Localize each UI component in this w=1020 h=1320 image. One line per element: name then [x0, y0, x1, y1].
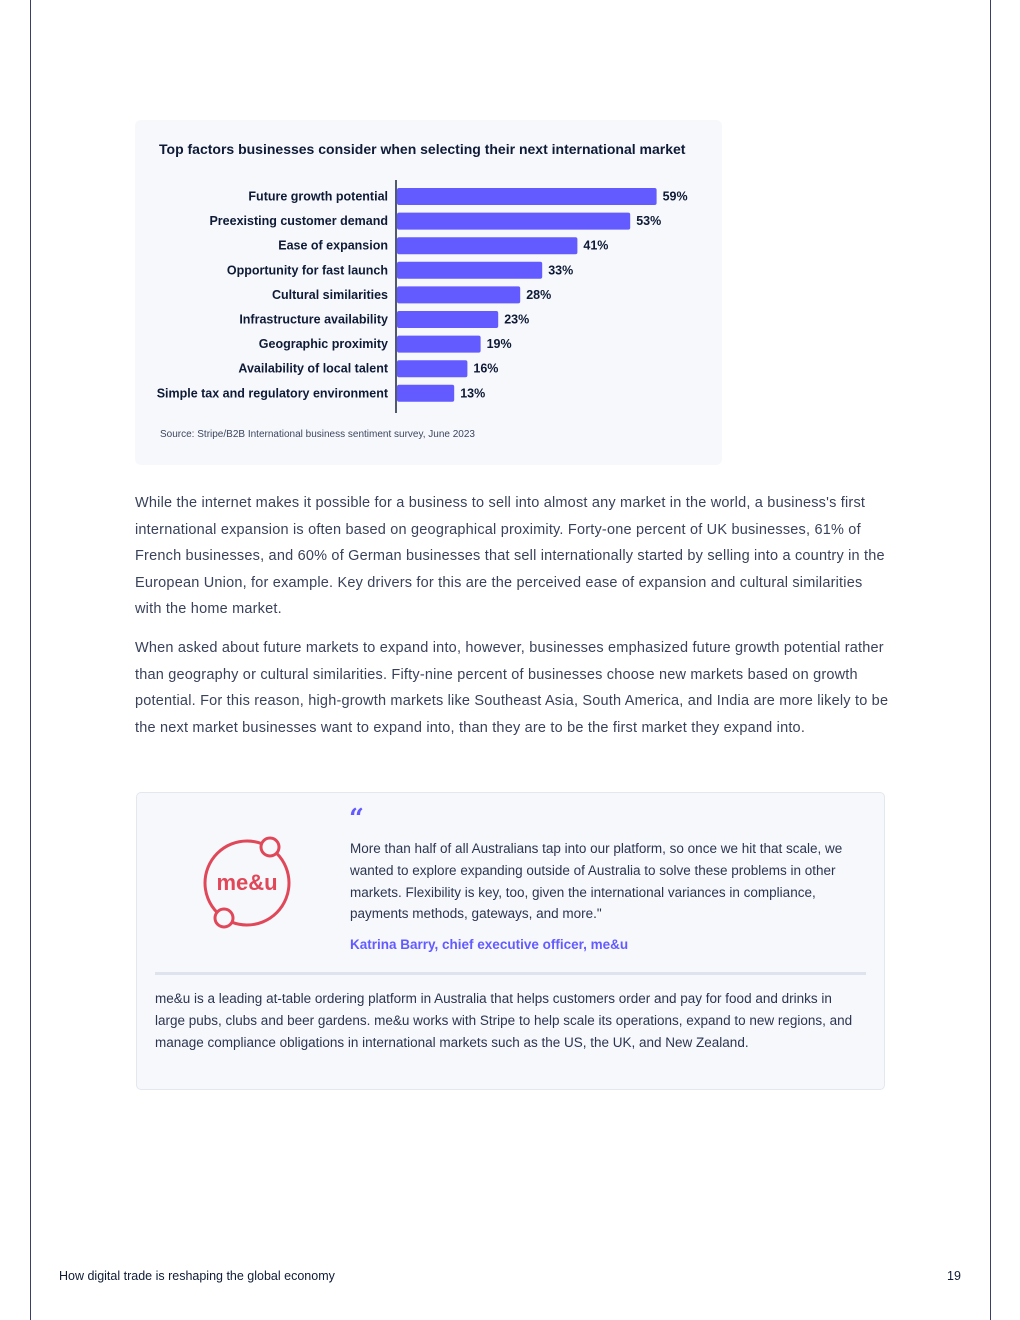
chart-title: Top factors businesses consider when selecting their next international market	[159, 141, 686, 157]
footer-title: How digital trade is reshaping the global economy	[59, 1269, 335, 1283]
company-description: me&u is a leading at-table ordering platform in Australia that helps customers order and pay for food and drinks in large pubs, clubs and beer gardens. me&u works with Stripe to help scale its operations, expand to new regions, and manage compliance obligations in international markets such as the US, the UK, and New Zealand.	[155, 991, 853, 1050]
category-label: Infrastructure availability	[239, 312, 388, 327]
category-label: Geographic proximity	[258, 337, 388, 352]
category-label: Future growth potential	[248, 189, 388, 204]
category-label: Simple tax and regulatory environment	[156, 386, 388, 401]
bar	[397, 360, 467, 377]
data-label: 33%	[548, 263, 574, 278]
page-frame-right	[990, 0, 991, 1320]
bar	[397, 188, 657, 205]
chart-source: Source: Stripe/B2B International business sentiment survey, June 2023	[160, 429, 475, 440]
category-label: Preexisting customer demand	[209, 214, 388, 229]
data-label: 53%	[636, 214, 662, 229]
meu-logo	[199, 833, 295, 933]
quote-card	[136, 792, 885, 1090]
category-label: Availability of local talent	[238, 361, 388, 376]
data-label: 16%	[473, 361, 499, 376]
data-label: 23%	[504, 312, 530, 327]
body-paragraph-1: While the internet makes it possible for a business to sell into almost any market in the world, a business's first international expansion is often based on geographical proximity. Forty-one percent of UK businesses, 61% of French businesses, and 60% of German businesses that sell internationally started by selling into a country in the European Union, for example. Key drivers for this are the perceived ease of expansion and cultural similarities with the home market.	[135, 495, 885, 618]
data-label: 41%	[583, 238, 609, 253]
data-label: 59%	[662, 189, 688, 204]
quote-text: More than half of all Australians tap into our platform, so once we hit that scale, we wanted to explore expanding outside of Australia to solve these problems in other markets. Flexibility is key, too, given the international variances in compliance, payments methods, gateways, and more."	[350, 841, 843, 922]
bar	[397, 286, 520, 303]
data-label: 13%	[460, 386, 486, 401]
quote-divider	[155, 972, 866, 975]
category-label: Opportunity for fast launch	[226, 263, 388, 278]
logo-wordmark: me&u	[216, 870, 278, 895]
bar	[397, 385, 454, 402]
body-paragraph-2: When asked about future markets to expand into, however, businesses emphasized future growth potential rather than geography or cultural similarities. Fifty-nine percent of businesses choose new markets based on growth potential. For this reason, high-growth markets like Southeast Asia, South America, and India are more likely to be the next market businesses want to expand into, than they are to be the first market they expand into.	[135, 640, 889, 736]
bar	[397, 311, 498, 328]
bar-chart	[135, 175, 722, 420]
bar	[397, 336, 481, 353]
data-label: 19%	[486, 337, 512, 352]
page-frame-left	[30, 0, 31, 1320]
quote-author: Katrina Barry, chief executive officer, me&u	[350, 937, 629, 952]
page-number: 19	[947, 1269, 961, 1283]
bar	[397, 237, 577, 254]
bar	[397, 213, 630, 230]
data-label: 28%	[526, 287, 552, 302]
category-label: Ease of expansion	[278, 238, 388, 253]
quote-mark-icon: “	[349, 804, 364, 834]
bar	[397, 262, 542, 279]
category-label: Cultural similarities	[271, 287, 388, 302]
chart-card	[135, 120, 722, 465]
